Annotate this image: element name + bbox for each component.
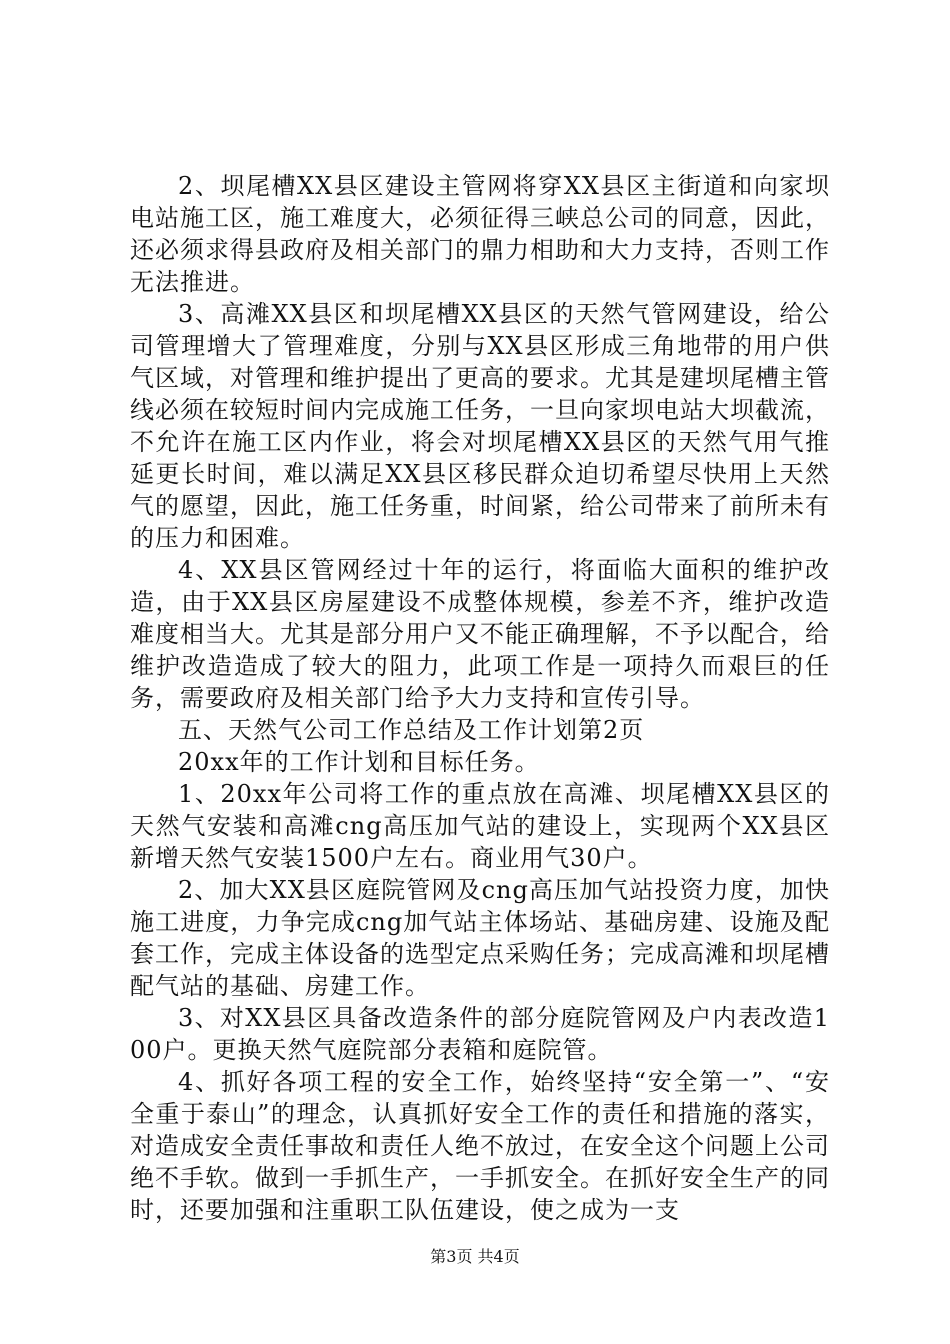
plan-item-3: 3、对XX县区具备改造条件的部分庭院管网及户内表改造100户。更换天然气庭院部分表箱和庭院管。 (130, 1004, 830, 1064)
paragraph-item-3: 3、高滩XX县区和坝尾槽XX县区的天然气管网建设，给公司管理增大了管理难度，分别与XX县区形成三角地带的用户供气区域，对管理和维护提出了更高的要求。尤其是建坝尾槽主管线必须在较短时间内完成施工任务，一旦向家坝电站大坝截流，不允许在施工区内作业，将会对坝尾槽XX县区的天然气用气推延更长时间，难以满足XX县区移民群众迫切希望尽快用上天然气的愿望，因此，施工任务重，时间紧，给公司带来了前所未有的压力和困难。 (130, 300, 830, 552)
plan-item-1: 1、20xx年公司将工作的重点放在高滩、坝尾槽XX县区的天然气安装和高滩cng高压加气站的建设上，实现两个XX县区新增天然气安装1500户左右。商业用气30户。 (130, 780, 830, 872)
document-body (130, 170, 830, 1226)
plan-item-2: 2、加大XX县区庭院管网及cng高压加气站投资力度，加快施工进度，力争完成cng加气站主体场站、基础房建、设施及配套工作，完成主体设备的选型定点采购任务；完成高滩和坝尾槽配气站的基础、房建工作。 (130, 876, 830, 1000)
plan-item-4: 4、抓好各项工程的安全工作，始终坚持“安全第一”、“安全重于泰山”的理念，认真抓好安全工作的责任和措施的落实，对造成安全责任事故和责任人绝不放过，在安全这个问题上公司绝不手软。做到一手抓生产，一手抓安全。在抓好安全生产的同时，还要加强和注重职工队伍建设，使之成为一支 (130, 1068, 830, 1224)
plan-heading: 20xx年的工作计划和目标任务。 (178, 748, 540, 776)
paragraph-item-2: 2、坝尾槽XX县区建设主管网将穿XX县区主街道和向家坝电站施工区，施工难度大，必须征得三峡总公司的同意，因此，还必须求得县政府及相关部门的鼎力相助和大力支持，否则工作无法推进。 (130, 172, 830, 296)
page-footer: 第3页 共4页 (430, 1247, 520, 1266)
section-heading: 五、天然气公司工作总结及工作计划第2页 (178, 716, 645, 744)
paragraph-item-4: 4、XX县区管网经过十年的运行，将面临大面积的维护改造，由于XX县区房屋建设不成整体规模，参差不齐，维护改造难度相当大。尤其是部分用户又不能正确理解，不予以配合，给维护改造造成了较大的阻力，此项工作是一项持久而艰巨的任务，需要政府及相关部门给予大力支持和宣传引导。 (130, 556, 830, 712)
